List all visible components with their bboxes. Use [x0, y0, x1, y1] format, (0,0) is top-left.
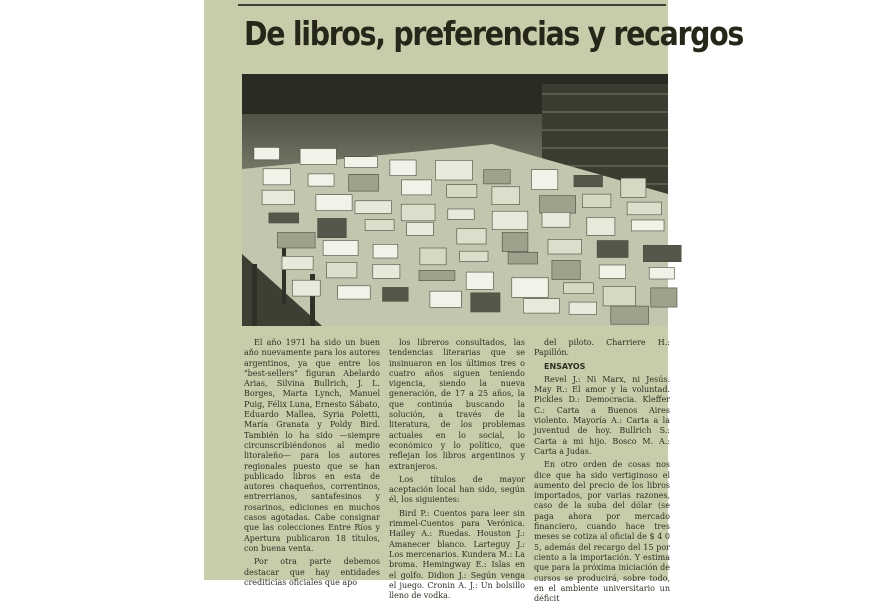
book-stack [327, 262, 357, 278]
book-stack [611, 306, 649, 324]
book-stack [542, 212, 570, 227]
book-stack [631, 220, 664, 231]
book-stack [419, 270, 455, 280]
book-stack [448, 209, 474, 219]
book-stack [447, 185, 477, 198]
book-stack [292, 280, 320, 296]
column-3-paragraph-3: En otro orden de cosas nos dice que ha sido vertiginoso el aumento del precio de los libros importados, por varias razones, caso de la suba del dólar (se paga ahora por mercado financiero, cuando hace tres meses se cotiza al oficial de $ 4 0 5, además del recargo del 15 por ciento a la importación. Y estima que para la próxima iniciación de cursos se producirá, sobre todo, en el ambiente universitario un déficit [534, 460, 670, 604]
book-stack [552, 260, 580, 279]
book-stack [338, 286, 371, 299]
book-stack [599, 265, 626, 278]
book-stack [407, 222, 434, 235]
book-stack [355, 201, 392, 214]
book-stack [254, 147, 280, 159]
book-stack [512, 278, 548, 298]
book-stack [316, 195, 352, 211]
book-stack [508, 252, 537, 264]
book-stack [492, 187, 520, 205]
bookstore-photo [242, 74, 668, 326]
book-stack [282, 256, 313, 269]
book-stack [492, 211, 528, 229]
book-stack [262, 190, 294, 204]
book-stack [318, 218, 347, 237]
book-stack [540, 196, 576, 214]
column-1-paragraph-2: Por otra parte debemos destacar que hay entidades crediticias oficiales que apo [244, 557, 380, 587]
book-stack [484, 170, 511, 184]
book-stack [365, 220, 394, 231]
book-stack [564, 283, 594, 294]
book-stack [373, 264, 400, 278]
book-stack [643, 245, 681, 261]
book-stack [548, 239, 582, 254]
article-column-3 [534, 338, 670, 604]
column-2-paragraph-3: Bird P.: Cuentos para leer sin rimmel-Cuentos para Verónica. Hailey A.: Ruedas. Houston J.: Amanecer blanco. Larteguy J.: Los mercenarios. Kundera M.: La broma. Hemingway E.: Islas en el golfo. Didion J.: Según venga el juego. Cronin A. J.: Un bolsillo lleno de vodka. [389, 508, 525, 601]
article-column-1 [244, 338, 380, 587]
book-stack [531, 170, 557, 190]
column-2-paragraph-2: Los títulos de mayor aceptación local han sido, según él, los siguientes: [389, 474, 525, 505]
book-stack [523, 299, 559, 313]
book-stack [502, 233, 528, 252]
book-stack [597, 241, 628, 258]
book-stack [278, 233, 316, 249]
book-stack [460, 251, 488, 261]
article-column-2 [389, 338, 525, 601]
book-stack [420, 248, 446, 265]
book-stack [457, 229, 486, 244]
book-stack [430, 291, 461, 307]
top-rule [238, 4, 666, 6]
book-stack [603, 286, 635, 306]
column-3-paragraph-1: del piloto. Charriere H.: Papillón. [534, 338, 670, 358]
headline: De libros, preferencias y recargos [244, 14, 744, 53]
column-1-paragraph-1: El año 1971 ha sido un buen año nuevamente para los autores argentinos, ya que entre los "best-sellers" figuran Abelardo Arias, Silvina Bullrich, J. L. Borges, Marta Lynch, Manuel Puig, Félix Luna, Ernesto Sábato, Eduardo Mallea, Syria Poletti, María Granata y Poldy Bird. También lo ha sido —siempre circunscribiéndonos al medio litoraleño— para los autores regionales puesto que se han publicado libros en esta de autores chaqueños, correntinos, entrerrianos, santafesinos y rosarinos, ediciones en muchos casos agotadas. Cabe consignar que las colecciones Entre Ríos y Apertura publicaron 18 títulos, con buena venta. [244, 338, 380, 553]
newspaper-clipping [204, 0, 744, 604]
book-stack [344, 157, 377, 168]
book-stack [435, 160, 472, 180]
book-stack [300, 149, 336, 165]
book-stack [574, 175, 603, 187]
book-stack [308, 174, 334, 186]
book-stack [401, 204, 435, 221]
book-stack [263, 169, 290, 185]
book-stack [621, 178, 646, 197]
book-stack [651, 288, 677, 307]
book-stack [349, 174, 379, 191]
book-stack [402, 180, 432, 195]
book-stack [587, 217, 615, 235]
book-stack [323, 241, 358, 256]
bookstore-photo-image [242, 74, 668, 326]
column-2-paragraph-1: los libreros consultados, las tendencias literarias que se insinuaron en los últimos tres o cuatro años siguen teniendo vigencia, siendo la nueva generación, de 17 a 25 años, la que continúa buscando la solución, a través de la literatura, de los problemas actuales en lo social, lo económico y lo político, que reflejan los libros argentinos y extranjeros. [389, 338, 525, 471]
article-columns [244, 338, 670, 604]
book-stack [373, 244, 398, 258]
book-stack [383, 287, 409, 301]
section-heading-ensayos: ENSAYOS [544, 361, 586, 371]
book-stack [471, 293, 500, 312]
book-stack [269, 213, 299, 223]
book-stack [649, 267, 674, 279]
book-stack [390, 160, 416, 176]
book-stack [569, 302, 597, 314]
book-stack [627, 202, 661, 215]
column-3-paragraph-2: Revel J.: Ni Marx, ni Jesús. May R.: El amor y la voluntad. Pickles D.: Democracia. Kleffer C.: Carta a Buenos Aires violento. Mayoría A.: Carta a la juventud de hoy. Bullrich S.: Carta a mi hijo. Bosco M. A.: Carta a Judas. [534, 374, 670, 456]
book-stack [582, 194, 611, 208]
book-stack [466, 272, 493, 289]
